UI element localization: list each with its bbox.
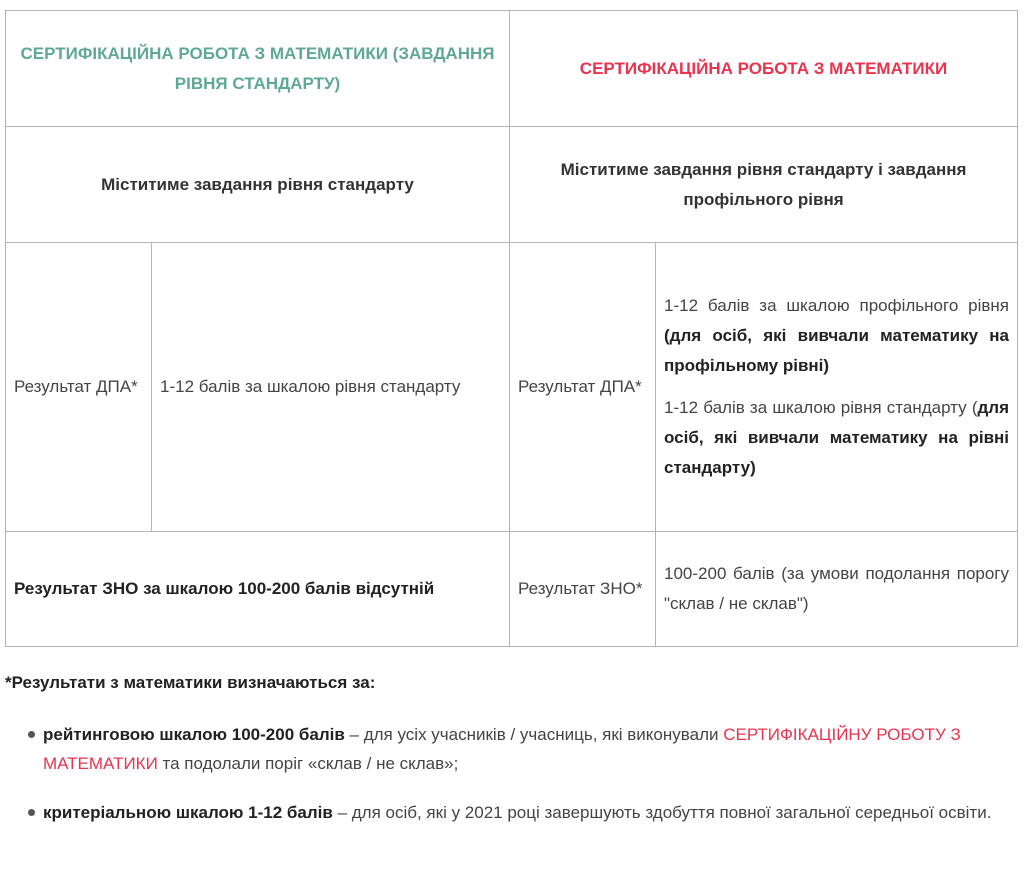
dpa-right-standard-bold: для осіб, які вивчали математику на рівні стандарту) [664,398,1010,477]
rating-scale-text1: – для усіх учасників / учасниць, які виконували [344,725,724,744]
header-left-cell [6,11,510,127]
dpa-left-value: 1-12 балів за шкалою рівня стандарту [160,377,461,396]
rating-scale-text2: та подолали поріг «склав / не склав»; [157,754,459,773]
header-right-cell [510,11,1018,127]
subheader-row [6,127,1018,243]
subheader-left-cell [6,127,510,243]
zno-right-label: Результат ЗНО* [518,579,643,598]
zno-row [6,532,1018,647]
dpa-right-value-cell [656,243,1018,532]
header-left-title: СЕРТИФІКАЦІЙНА РОБОТА З МАТЕМАТИКИ (ЗАВДАННЯ РІВНЯ СТАНДАРТУ) [20,43,495,93]
dpa-left-label-cell [6,243,152,532]
math-certification-table [5,10,1018,647]
results-note-title: *Результати з математики визначаються за: [5,673,376,692]
dpa-right-profile-bold: (для осіб, які вивчали математику на профільному рівні) [664,326,1010,375]
results-scale-list [26,720,1016,847]
dpa-left-label: Результат ДПА* [14,377,138,396]
dpa-row [6,243,1018,532]
list-item [26,798,1016,827]
header-row [6,11,1018,127]
list-item [26,720,1016,778]
subheader-right-text: Міститиме завдання рівня стандарту і завдання профільного рівня [560,159,967,209]
criteria-scale-bold: критеріальною шкалою 1-12 балів [43,803,333,822]
zno-right-label-cell [510,532,656,647]
subheader-right-cell [510,127,1018,243]
zno-right-value: 100-200 балів (за умови подолання порогу "склав / не склав") [664,564,1010,613]
dpa-left-value-cell [152,243,510,532]
dpa-right-label: Результат ДПА* [518,377,642,396]
dpa-right-profile-paragraph [664,291,1009,381]
certification-work-link[interactable]: СЕРТИФІКАЦІЙНУ РОБОТУ З МАТЕМАТИКИ [43,725,961,773]
dpa-right-standard-paragraph [664,393,1009,483]
header-right-title: СЕРТИФІКАЦІЙНА РОБОТА З МАТЕМАТИКИ [579,58,948,78]
subheader-left-text: Міститиме завдання рівня стандарту [101,174,414,194]
dpa-right-standard-text: 1-12 балів за шкалою рівня стандарту ( [664,398,978,417]
criteria-scale-text: – для осіб, які у 2021 році завершують здобуття повної загальної середньої освіти. [332,803,992,822]
dpa-right-profile-text: 1-12 балів за шкалою профільного рівня [664,296,1010,315]
zno-left-cell [6,532,510,647]
zno-right-value-cell [656,532,1018,647]
zno-left-text: Результат ЗНО за шкалою 100-200 балів відсутній [14,579,435,598]
dpa-right-label-cell [510,243,656,532]
rating-scale-bold: рейтинговою шкалою 100-200 балів [43,725,345,744]
